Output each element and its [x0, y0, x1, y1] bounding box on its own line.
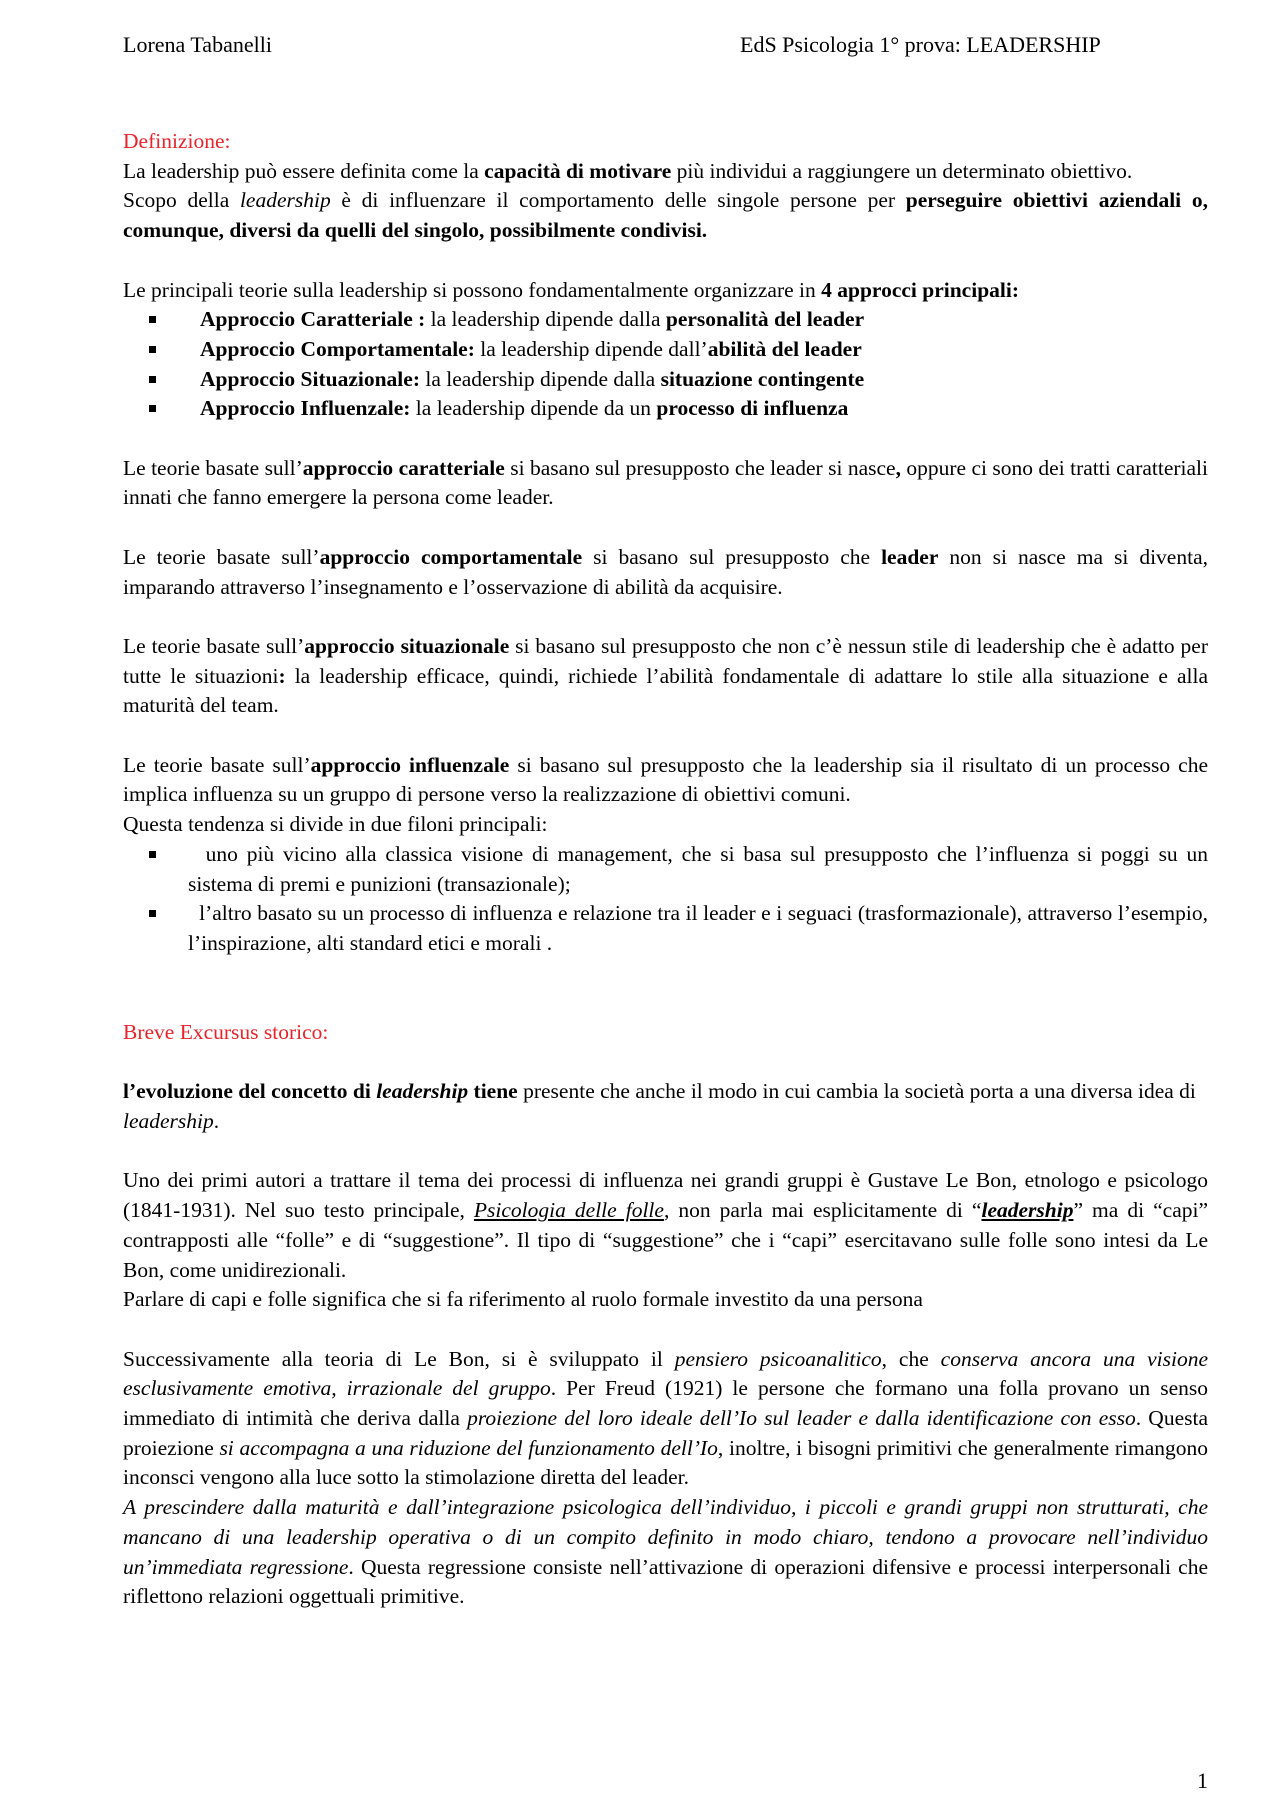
list-item: Approccio Caratteriale : la leadership dipende dalla personalità del leader: [123, 305, 1208, 335]
list-item: Approccio Situazionale: la leadership dipende dalla situazione contingente: [123, 365, 1208, 395]
filoni-intro: Questa tendenza si divide in due filoni principali:: [123, 812, 548, 837]
freud-paragraph: Successivamente alla teoria di Le Bon, si è sviluppato il pensiero psicoanalitico, che conserva ancora una visione esclusivamente emotiva, irrazionale del gruppo. Per Freud (1921) le persone che formano una folla provano un senso immediato di intimità che deriva dalla proiezione del loro ideale dell’Io sul leader e dalla identificazione con esso. Questa proiezione si accompagna a una riduzione del funzionamento dell’Io, inoltre, i bisogni primitivi che generalmente rimangono inconsci vengono alla luce sotto la stimolazione diretta del leader.: [123, 1346, 1209, 1490]
influenzale-paragraph: Le teorie basate sull’approccio influenzale si basano sul presupposto che la leadership sia il risultato di un processo che implica influenza su un gruppo di persone verso la realizzazione di obiettivi comuni.: [123, 752, 1208, 807]
comportamentale-paragraph: Le teorie basate sull’approccio comportamentale si basano sul presupposto che leader non si nasce ma si diventa, imparando attraverso l’insegnamento e l’osservazione di abilità da acquisire.: [123, 544, 1208, 599]
bullet-square-icon: [149, 405, 156, 412]
excursus-heading: Breve Excursus storico:: [123, 1019, 329, 1044]
approcci-list: [123, 305, 1208, 424]
page-number: 1: [1197, 1768, 1208, 1793]
header-course-title: EdS Psicologia 1° prova: LEADERSHIP: [740, 32, 1101, 57]
filoni-list: [123, 840, 1208, 959]
le-bon-paragraph: Uno dei primi autori a trattare il tema dei processi di influenza nei grandi gruppi è Gustave Le Bon, etnologo e psicologo (1841-1931). Nel suo testo principale, Psicologia delle folle, non parla mai esplicitamente di “leadership” ma di “capi” contrapposti alle “folle” e di “suggestione”. Il tipo di “suggestione” che i “capi” esercitavano sulle folle sono intesi da Le Bon, come unidirezionali.: [123, 1168, 1208, 1282]
list-item: Approccio Comportamentale: la leadership dipende dall’abilità del leader: [123, 335, 1208, 365]
document-body: [123, 127, 1208, 1612]
bullet-square-icon: [149, 910, 156, 917]
list-item: uno più vicino alla classica visione di management, che si basa sul presupposto che l’influenza si poggi su un sistema di premi e punizioni (transazionale);: [123, 840, 1208, 899]
situazionale-paragraph: Le teorie basate sull’approccio situazionale si basano sul presupposto che non c’è nessun stile di leadership che è adatto per tutte le situazioni: la leadership efficace, quindi, richiede l’abilità fondamentale di adattare lo stile alla situazione e alla maturità del team.: [123, 633, 1209, 718]
teorie-intro: Le principali teorie sulla leadership si possono fondamentalmente organizzare in 4 approcci principali:: [123, 277, 1020, 302]
definizione-heading: Definizione:: [123, 129, 231, 153]
bullet-square-icon: [149, 346, 156, 353]
list-item: Approccio Influenzale: la leadership dipende da un processo di influenza: [123, 394, 1208, 424]
header-author: Lorena Tabanelli: [123, 32, 272, 57]
capi-folle-paragraph: Parlare di capi e folle significa che si fa riferimento al ruolo formale investito da una persona: [123, 1287, 923, 1312]
regressione-paragraph: A prescindere dalla maturità e dall’integrazione psicologica dell’individuo, i piccoli e grandi gruppi non strutturati, che mancano di una leadership operativa o di un compito definito in modo chiaro, tendono a provocare nell’individuo un’immediata regressione. Questa regressione consiste nell’attivazione di operazioni difensive e processi interpersonali che riflettono relazioni oggettuali primitive.: [123, 1495, 1208, 1609]
caratteriale-paragraph: Le teorie basate sull’approccio caratteriale si basano sul presupposto che leader si nasce, oppure ci sono dei tratti caratteriali innati che fanno emergere la persona come leader.: [123, 455, 1209, 510]
bullet-square-icon: [149, 851, 156, 858]
evoluzione-paragraph: l’evoluzione del concetto di leadership tiene presente che anche il modo in cui cambia la società porta a una diversa idea di leadership.: [123, 1079, 1196, 1134]
list-item: l’altro basato su un processo di influenza e relazione tra il leader e i seguaci (trasformazionale), attraverso l’esempio, l’inspirazione, alti standard etici e morali .: [123, 899, 1208, 958]
bullet-square-icon: [149, 316, 156, 323]
scopo-paragraph: Scopo della leadership è di influenzare il comportamento delle singole persone per perseguire obiettivi aziendali o, comunque, diversi da quelli del singolo, possibilmente condivisi.: [123, 188, 1208, 243]
definizione-paragraph: La leadership può essere definita come la capacità di motivare più individui a raggiungere un determinato obiettivo.: [123, 158, 1133, 183]
bullet-square-icon: [149, 376, 156, 383]
